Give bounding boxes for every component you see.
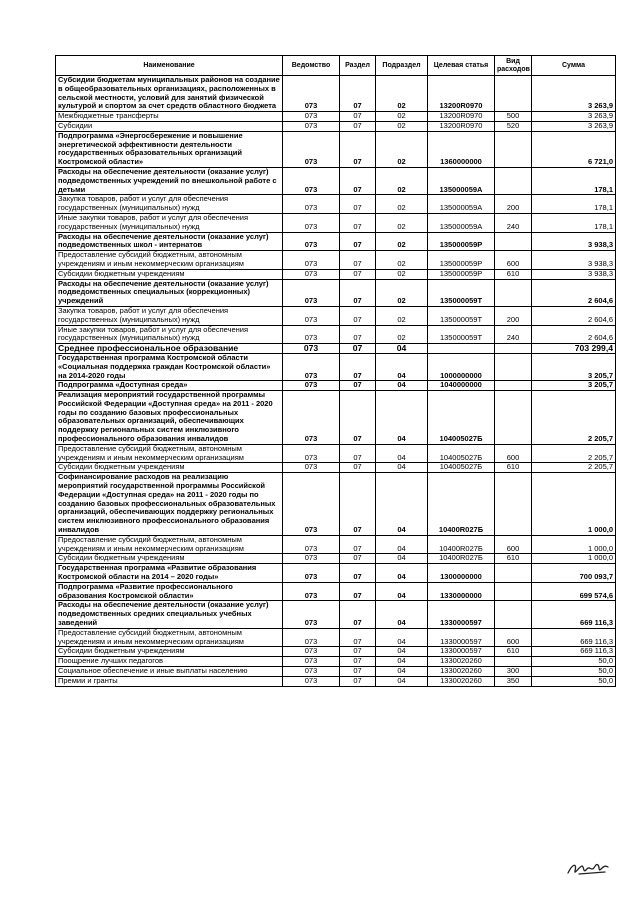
cell-target-article: 135000059Р xyxy=(428,251,495,270)
cell-name: Расходы на обеспечение деятельности (оказание услуг) подведомственных средних специальных учебных заведений xyxy=(56,601,283,628)
cell-target-article: 135000059А xyxy=(428,195,495,214)
cell-target-article: 135000059Р xyxy=(428,269,495,279)
cell-subsection: 04 xyxy=(376,554,428,564)
cell-amount: 50,0 xyxy=(532,667,616,677)
cell-expense-type: 240 xyxy=(495,325,532,344)
cell-department: 073 xyxy=(283,306,340,325)
cell-amount: 2 205,7 xyxy=(532,391,616,445)
cell-section: 07 xyxy=(340,325,376,344)
cell-name: Предоставление субсидий бюджетным, автономным учреждениям и иным некоммерческим организациям xyxy=(56,535,283,554)
header-target-article: Целевая статья xyxy=(428,56,495,76)
table-row xyxy=(56,112,616,122)
table-row xyxy=(56,167,616,194)
cell-name: Предоставление субсидий бюджетным, автономным учреждениям и иным некоммерческим организациям xyxy=(56,251,283,270)
cell-department: 073 xyxy=(283,554,340,564)
cell-name: Реализация мероприятий государственной программы Российской Федерации «Доступная среда» на 2011 - 2020 годы по созданию базовых профессиональных образовательных организаций, обеспечивающих поддержку региональных систем инклюзивного профессионального образования инвалидов xyxy=(56,391,283,445)
cell-section: 07 xyxy=(340,444,376,463)
cell-name: Государственная программа «Развитие образования Костромской области на 2014 – 2020 годы» xyxy=(56,564,283,583)
table-row xyxy=(56,269,616,279)
table-row xyxy=(56,667,616,677)
cell-section: 07 xyxy=(340,306,376,325)
cell-name: Закупка товаров, работ и услуг для обеспечения государственных (муниципальных) нужд xyxy=(56,306,283,325)
cell-target-article xyxy=(428,344,495,354)
cell-target-article: 1330000000 xyxy=(428,582,495,601)
cell-target-article: 135000059Т xyxy=(428,325,495,344)
table-row xyxy=(56,676,616,686)
cell-name: Субсидии xyxy=(56,121,283,131)
cell-subsection: 04 xyxy=(376,463,428,473)
cell-department: 073 xyxy=(283,213,340,232)
cell-subsection: 04 xyxy=(376,601,428,628)
cell-section: 07 xyxy=(340,391,376,445)
cell-expense-type xyxy=(495,582,532,601)
cell-department: 073 xyxy=(283,279,340,306)
cell-department: 073 xyxy=(283,463,340,473)
table-row xyxy=(56,121,616,131)
cell-amount: 2 205,7 xyxy=(532,463,616,473)
cell-name: Расходы на обеспечение деятельности (оказание услуг) подведомственных школ - интернатов xyxy=(56,232,283,251)
cell-amount: 700 093,7 xyxy=(532,564,616,583)
cell-subsection: 04 xyxy=(376,444,428,463)
cell-target-article: 1330000597 xyxy=(428,628,495,647)
cell-section: 07 xyxy=(340,121,376,131)
cell-name: Субсидии бюджетным учреждениям xyxy=(56,463,283,473)
cell-name: Подпрограмма «Доступная среда» xyxy=(56,381,283,391)
budget-table xyxy=(55,55,616,687)
cell-department: 073 xyxy=(283,676,340,686)
cell-section: 07 xyxy=(340,112,376,122)
cell-target-article: 10400R027Б xyxy=(428,535,495,554)
cell-name: Субсидии бюджетным учреждениям xyxy=(56,647,283,657)
table-row xyxy=(56,628,616,647)
cell-department: 073 xyxy=(283,232,340,251)
cell-amount: 178,1 xyxy=(532,167,616,194)
cell-name: Расходы на обеспечение деятельности (оказание услуг) подведомственных учреждений по внешкольной работе с детьми xyxy=(56,167,283,194)
table-row xyxy=(56,195,616,214)
cell-department: 073 xyxy=(283,582,340,601)
cell-expense-type xyxy=(495,131,532,167)
cell-department: 073 xyxy=(283,344,340,354)
cell-section: 07 xyxy=(340,344,376,354)
cell-expense-type: 600 xyxy=(495,535,532,554)
cell-subsection: 02 xyxy=(376,269,428,279)
header-subsection: Подраздел xyxy=(376,56,428,76)
cell-expense-type xyxy=(495,167,532,194)
cell-department: 073 xyxy=(283,628,340,647)
cell-department: 073 xyxy=(283,444,340,463)
cell-target-article: 135000059Т xyxy=(428,306,495,325)
cell-name: Премии и гранты xyxy=(56,676,283,686)
cell-subsection: 04 xyxy=(376,391,428,445)
cell-subsection: 04 xyxy=(376,381,428,391)
table-row xyxy=(56,251,616,270)
cell-subsection: 04 xyxy=(376,582,428,601)
table-row xyxy=(56,279,616,306)
cell-amount: 3 938,3 xyxy=(532,251,616,270)
cell-name: Предоставление субсидий бюджетным, автономным учреждениям и иным некоммерческим организациям xyxy=(56,628,283,647)
cell-amount: 50,0 xyxy=(532,676,616,686)
cell-amount: 3 205,7 xyxy=(532,353,616,380)
table-row xyxy=(56,564,616,583)
cell-target-article: 1000000000 xyxy=(428,353,495,380)
cell-target-article: 1330020260 xyxy=(428,676,495,686)
cell-subsection: 02 xyxy=(376,167,428,194)
cell-subsection: 02 xyxy=(376,76,428,112)
cell-section: 07 xyxy=(340,167,376,194)
cell-subsection: 04 xyxy=(376,628,428,647)
cell-section: 07 xyxy=(340,582,376,601)
cell-department: 073 xyxy=(283,657,340,667)
cell-department: 073 xyxy=(283,167,340,194)
cell-section: 07 xyxy=(340,554,376,564)
table-row xyxy=(56,444,616,463)
cell-amount: 669 116,3 xyxy=(532,628,616,647)
table-row xyxy=(56,325,616,344)
cell-target-article: 104005027Б xyxy=(428,463,495,473)
header-name: Наименование xyxy=(56,56,283,76)
cell-department: 073 xyxy=(283,325,340,344)
cell-department: 073 xyxy=(283,251,340,270)
cell-expense-type: 610 xyxy=(495,463,532,473)
cell-amount: 1 000,0 xyxy=(532,554,616,564)
cell-section: 07 xyxy=(340,601,376,628)
cell-subsection: 02 xyxy=(376,213,428,232)
cell-expense-type: 500 xyxy=(495,112,532,122)
cell-subsection: 04 xyxy=(376,657,428,667)
cell-expense-type: 610 xyxy=(495,269,532,279)
cell-subsection: 04 xyxy=(376,667,428,677)
table-row xyxy=(56,473,616,536)
cell-section: 07 xyxy=(340,353,376,380)
table-row xyxy=(56,601,616,628)
cell-amount: 178,1 xyxy=(532,213,616,232)
cell-name: Подпрограмма «Энергосбережение и повышение энергетической эффективности деятельности государственных образовательных организаций Костромской области» xyxy=(56,131,283,167)
cell-name: Подпрограмма «Развитие профессионального образования Костромской области» xyxy=(56,582,283,601)
cell-name: Расходы на обеспечение деятельности (оказание услуг) подведомственных специальных (коррекционных) учреждений xyxy=(56,279,283,306)
cell-amount: 703 299,4 xyxy=(532,344,616,354)
cell-name: Государственная программа Костромской области «Социальная поддержка граждан Костромской области» на 2014-2020 годы xyxy=(56,353,283,380)
cell-expense-type: 300 xyxy=(495,667,532,677)
cell-target-article: 1300000000 xyxy=(428,564,495,583)
cell-department: 073 xyxy=(283,353,340,380)
cell-target-article: 1360000000 xyxy=(428,131,495,167)
cell-target-article: 13200R0970 xyxy=(428,76,495,112)
cell-subsection: 02 xyxy=(376,121,428,131)
cell-target-article: 135000059Т xyxy=(428,279,495,306)
cell-name: Закупка товаров, работ и услуг для обеспечения государственных (муниципальных) нужд xyxy=(56,195,283,214)
table-row xyxy=(56,131,616,167)
cell-expense-type xyxy=(495,76,532,112)
cell-expense-type: 240 xyxy=(495,213,532,232)
cell-expense-type xyxy=(495,344,532,354)
cell-subsection: 04 xyxy=(376,647,428,657)
cell-expense-type xyxy=(495,391,532,445)
cell-subsection: 02 xyxy=(376,251,428,270)
cell-amount: 3 263,9 xyxy=(532,121,616,131)
cell-section: 07 xyxy=(340,628,376,647)
cell-department: 073 xyxy=(283,667,340,677)
cell-section: 07 xyxy=(340,657,376,667)
budget-table-container xyxy=(55,55,615,687)
cell-subsection: 04 xyxy=(376,353,428,380)
cell-subsection: 04 xyxy=(376,564,428,583)
cell-section: 07 xyxy=(340,251,376,270)
cell-section: 07 xyxy=(340,473,376,536)
cell-department: 073 xyxy=(283,535,340,554)
cell-name: Поощрение лучших педагогов xyxy=(56,657,283,667)
cell-amount: 1 000,0 xyxy=(532,473,616,536)
cell-expense-type xyxy=(495,601,532,628)
cell-target-article: 135000059А xyxy=(428,167,495,194)
cell-department: 073 xyxy=(283,381,340,391)
cell-name: Субсидии бюджетам муниципальных районов на создание в общеобразовательных организациях, расположенных в сельской местности, условий для занятий физической культурой и спортом за счет средств областного бюджета xyxy=(56,76,283,112)
table-row xyxy=(56,582,616,601)
cell-expense-type xyxy=(495,473,532,536)
cell-amount: 669 116,3 xyxy=(532,647,616,657)
cell-amount: 699 574,6 xyxy=(532,582,616,601)
cell-subsection: 04 xyxy=(376,676,428,686)
cell-name: Среднее профессиональное образование xyxy=(56,344,283,354)
cell-department: 073 xyxy=(283,391,340,445)
cell-subsection: 02 xyxy=(376,112,428,122)
cell-target-article: 135000059А xyxy=(428,213,495,232)
cell-name: Социальное обеспечение и иные выплаты населению xyxy=(56,667,283,677)
cell-expense-type: 200 xyxy=(495,195,532,214)
header-section: Раздел xyxy=(340,56,376,76)
cell-target-article: 10400R027Б xyxy=(428,554,495,564)
table-row xyxy=(56,344,616,354)
cell-name: Иные закупки товаров, работ и услуг для обеспечения государственных (муниципальных) нужд xyxy=(56,213,283,232)
cell-department: 073 xyxy=(283,131,340,167)
cell-department: 073 xyxy=(283,473,340,536)
cell-subsection: 04 xyxy=(376,535,428,554)
cell-section: 07 xyxy=(340,564,376,583)
cell-name: Иные закупки товаров, работ и услуг для обеспечения государственных (муниципальных) нужд xyxy=(56,325,283,344)
cell-amount: 3 938,3 xyxy=(532,269,616,279)
cell-section: 07 xyxy=(340,232,376,251)
cell-section: 07 xyxy=(340,213,376,232)
table-row xyxy=(56,306,616,325)
cell-expense-type: 200 xyxy=(495,306,532,325)
header-expense-type: Вид расходов xyxy=(495,56,532,76)
cell-department: 073 xyxy=(283,112,340,122)
cell-department: 073 xyxy=(283,269,340,279)
cell-amount: 2 604,6 xyxy=(532,306,616,325)
cell-expense-type xyxy=(495,279,532,306)
cell-amount: 6 721,0 xyxy=(532,131,616,167)
header-department: Ведомство xyxy=(283,56,340,76)
cell-department: 073 xyxy=(283,76,340,112)
cell-section: 07 xyxy=(340,279,376,306)
cell-section: 07 xyxy=(340,76,376,112)
cell-expense-type: 610 xyxy=(495,554,532,564)
table-row xyxy=(56,213,616,232)
cell-subsection: 04 xyxy=(376,344,428,354)
cell-expense-type xyxy=(495,381,532,391)
cell-subsection: 02 xyxy=(376,279,428,306)
cell-section: 07 xyxy=(340,195,376,214)
cell-name: Субсидии бюджетным учреждениям xyxy=(56,269,283,279)
cell-name: Межбюджетные трансферты xyxy=(56,112,283,122)
cell-expense-type xyxy=(495,564,532,583)
cell-amount: 2 604,6 xyxy=(532,279,616,306)
header-amount: Сумма xyxy=(532,56,616,76)
cell-section: 07 xyxy=(340,463,376,473)
cell-section: 07 xyxy=(340,269,376,279)
cell-amount: 3 263,9 xyxy=(532,76,616,112)
cell-expense-type: 600 xyxy=(495,444,532,463)
cell-target-article: 1330000597 xyxy=(428,601,495,628)
cell-department: 073 xyxy=(283,601,340,628)
table-row xyxy=(56,535,616,554)
cell-expense-type: 600 xyxy=(495,628,532,647)
cell-target-article: 13200R0970 xyxy=(428,112,495,122)
cell-target-article: 1330000597 xyxy=(428,647,495,657)
cell-subsection: 02 xyxy=(376,131,428,167)
cell-section: 07 xyxy=(340,381,376,391)
cell-target-article: 104005027Б xyxy=(428,444,495,463)
cell-name: Субсидии бюджетным учреждениям xyxy=(56,554,283,564)
cell-amount: 50,0 xyxy=(532,657,616,667)
cell-subsection: 02 xyxy=(376,195,428,214)
cell-amount: 3 938,3 xyxy=(532,232,616,251)
cell-section: 07 xyxy=(340,131,376,167)
cell-department: 073 xyxy=(283,647,340,657)
cell-subsection: 02 xyxy=(376,325,428,344)
cell-target-article: 1040000000 xyxy=(428,381,495,391)
signature-mark xyxy=(565,857,615,879)
cell-section: 07 xyxy=(340,676,376,686)
table-row xyxy=(56,232,616,251)
cell-subsection: 04 xyxy=(376,473,428,536)
cell-expense-type: 600 xyxy=(495,251,532,270)
cell-target-article: 1330020260 xyxy=(428,667,495,677)
cell-amount: 2 205,7 xyxy=(532,444,616,463)
cell-name: Софинансирование расходов на реализацию мероприятий государственной программы Российской Федерации «Доступная среда» на 2011 - 2020 годы по созданию базовых профессиональных образовательных организаций, обеспечивающих поддержку региональных систем инклюзивного профессионального образования инвалидов xyxy=(56,473,283,536)
table-row xyxy=(56,391,616,445)
cell-section: 07 xyxy=(340,535,376,554)
cell-section: 07 xyxy=(340,647,376,657)
cell-amount: 669 116,3 xyxy=(532,601,616,628)
cell-department: 073 xyxy=(283,564,340,583)
cell-expense-type: 520 xyxy=(495,121,532,131)
table-row xyxy=(56,76,616,112)
table-header-row xyxy=(56,56,616,76)
cell-expense-type xyxy=(495,232,532,251)
cell-amount: 1 000,0 xyxy=(532,535,616,554)
cell-subsection: 02 xyxy=(376,306,428,325)
cell-amount: 178,1 xyxy=(532,195,616,214)
cell-name: Предоставление субсидий бюджетным, автономным учреждениям и иным некоммерческим организациям xyxy=(56,444,283,463)
cell-expense-type: 350 xyxy=(495,676,532,686)
cell-department: 073 xyxy=(283,121,340,131)
table-row xyxy=(56,353,616,380)
cell-target-article: 13200R0970 xyxy=(428,121,495,131)
cell-department: 073 xyxy=(283,195,340,214)
cell-amount: 3 263,9 xyxy=(532,112,616,122)
cell-expense-type: 610 xyxy=(495,647,532,657)
cell-target-article: 10400R027Б xyxy=(428,473,495,536)
cell-target-article: 104005027Б xyxy=(428,391,495,445)
cell-amount: 2 604,6 xyxy=(532,325,616,344)
cell-expense-type xyxy=(495,353,532,380)
cell-target-article: 135000059Р xyxy=(428,232,495,251)
cell-target-article: 1330020260 xyxy=(428,657,495,667)
cell-section: 07 xyxy=(340,667,376,677)
cell-subsection: 02 xyxy=(376,232,428,251)
cell-amount: 3 205,7 xyxy=(532,381,616,391)
table-body xyxy=(56,76,616,687)
